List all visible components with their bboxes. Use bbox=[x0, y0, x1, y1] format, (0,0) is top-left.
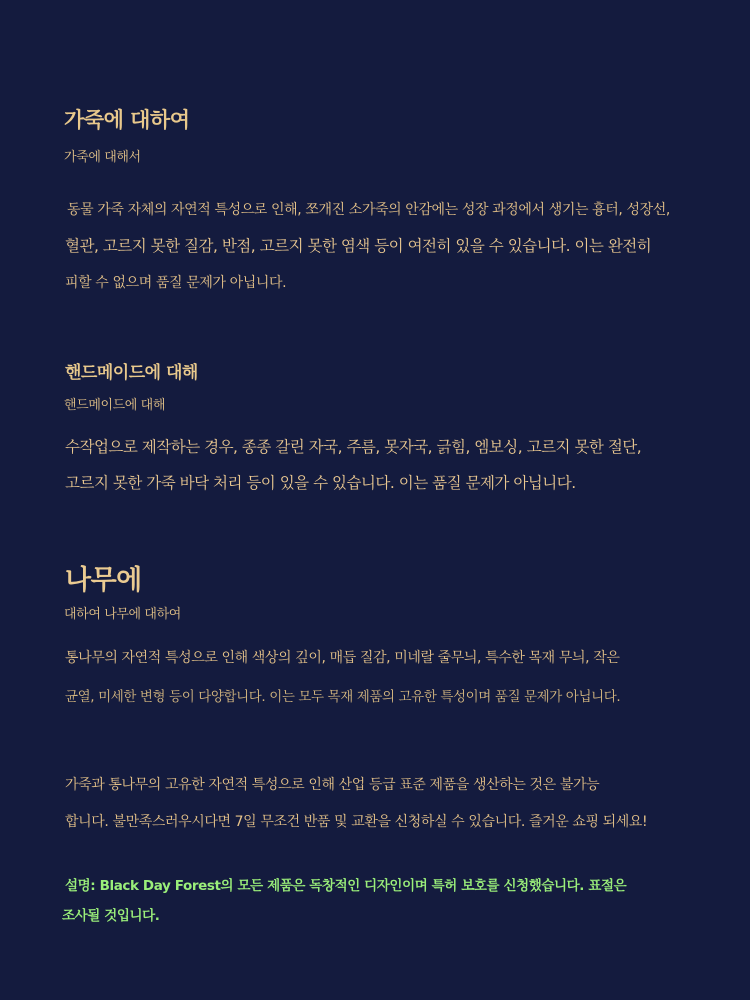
wood-subtitle: 대하여 나무에 대하여 bbox=[64, 607, 181, 622]
leather-title: 가죽에 대하여 bbox=[64, 108, 190, 132]
policy-line-1: 가죽과 통나무의 고유한 자연적 특성으로 인해 산업 등급 표준 제품을 생산하는 것은 불가능 bbox=[65, 777, 600, 793]
handmade-line-2: 고르지 못한 가죽 바닥 처리 등이 있을 수 있습니다. 이는 품질 문제가 아닙니다. bbox=[65, 474, 576, 492]
notice-line-2: 조사될 것입니다. bbox=[62, 908, 160, 924]
wood-line-2: 균열, 미세한 변형 등이 다양합니다. 이는 모두 목재 제품의 고유한 특성이며 품질 문제가 아닙니다. bbox=[65, 689, 621, 705]
leather-line-2: 혈관, 고르지 못한 질감, 반점, 고르지 못한 염색 등이 여전히 있을 수 있습니다. 이는 완전히 bbox=[65, 237, 652, 255]
leather-subtitle: 가죽에 대해서 bbox=[64, 150, 141, 165]
wood-title: 나무에 bbox=[65, 565, 142, 596]
handmade-line-1: 수작업으로 제작하는 경우, 종종 갈린 자국, 주름, 못자국, 긁힘, 엠보싱, 고르지 못한 절단, bbox=[65, 438, 642, 456]
handmade-subtitle: 핸드메이드에 대해 bbox=[64, 398, 165, 413]
leather-line-1: 동물 가죽 자체의 자연적 특성으로 인해, 쪼개진 소가죽의 안감에는 성장 과정에서 생기는 흉터, 성장선, bbox=[67, 202, 670, 218]
notice-line-1: 설명: Black Day Forest의 모든 제품은 독창적인 디자인이며 특허 보호를 신청했습니다. 표절은 bbox=[65, 878, 627, 894]
wood-line-1: 통나무의 자연적 특성으로 인해 색상의 깊이, 매듭 질감, 미네랄 줄무늬, 특수한 목재 무늬, 작은 bbox=[65, 650, 620, 666]
leather-line-3: 피할 수 없으며 품질 문제가 아닙니다. bbox=[65, 275, 287, 291]
policy-line-2: 합니다. 불만족스러우시다면 7일 무조건 반품 및 교환을 신청하실 수 있습니다. 즐거운 쇼핑 되세요! bbox=[65, 814, 648, 830]
handmade-title: 핸드메이드에 대해 bbox=[65, 363, 198, 383]
